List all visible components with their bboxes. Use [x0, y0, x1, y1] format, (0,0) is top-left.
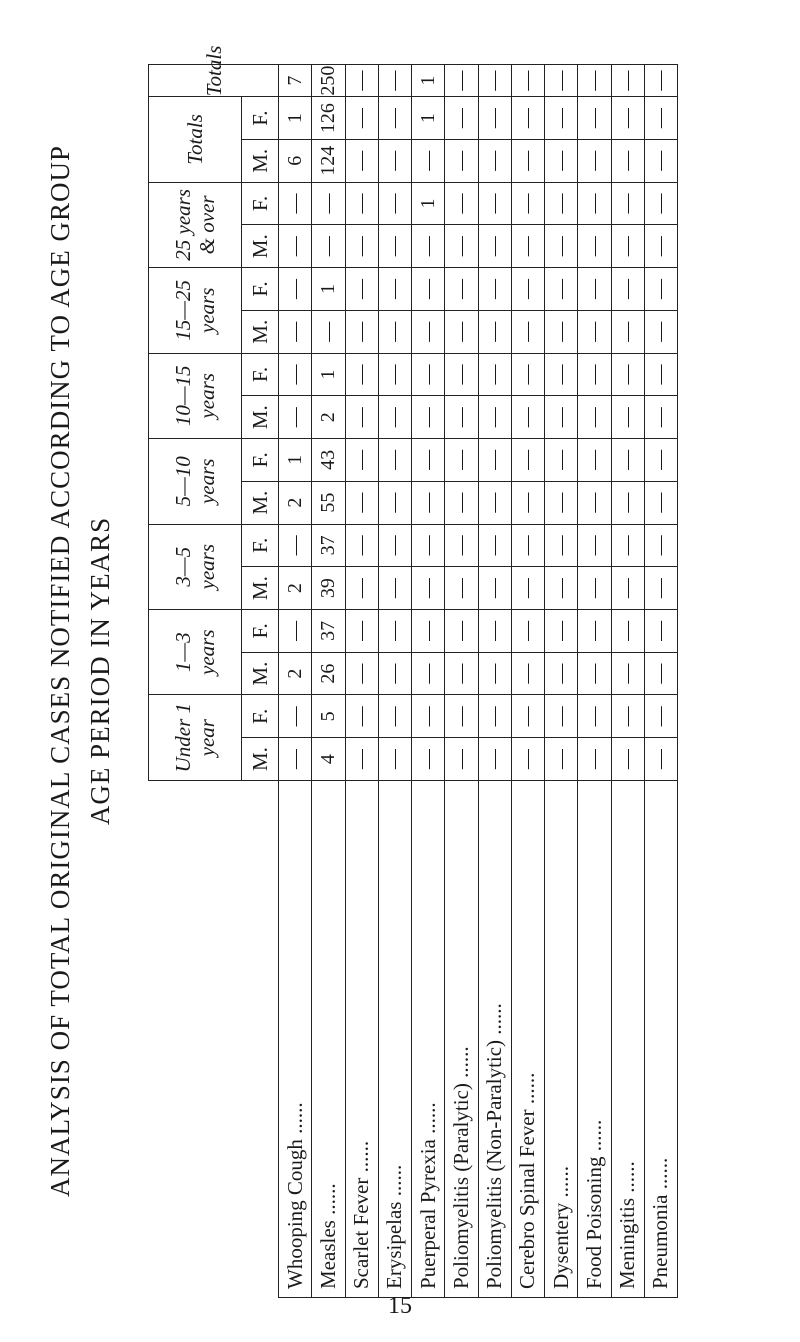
header-1-3-years: 1—3 years [149, 609, 242, 694]
count-cell: 2 [279, 652, 312, 695]
table-row [644, 65, 677, 1298]
count-cell: 1 [312, 353, 345, 396]
count-cell: — [279, 396, 312, 439]
disease-name: Pneumonia ...... [644, 780, 677, 1297]
disease-name: Measles ...... [312, 780, 345, 1297]
count-cell: — [511, 268, 544, 311]
count-cell: — [445, 225, 478, 268]
count-cell: 250 [312, 65, 345, 97]
count-cell: — [345, 268, 378, 311]
disease-name: Meningitis ...... [611, 780, 644, 1297]
count-cell: — [445, 353, 478, 396]
count-cell: — [578, 481, 611, 524]
count-cell: — [445, 609, 478, 652]
count-cell: — [511, 182, 544, 225]
count-cell: — [545, 268, 578, 311]
count-cell: — [578, 609, 611, 652]
count-cell: — [478, 524, 511, 567]
count-cell: — [378, 396, 411, 439]
count-cell: — [545, 524, 578, 567]
count-cell: — [611, 396, 644, 439]
count-cell: — [412, 139, 445, 182]
count-cell: — [644, 524, 677, 567]
count-cell: 2 [279, 567, 312, 610]
count-cell: 2 [279, 481, 312, 524]
count-cell: — [412, 225, 445, 268]
count-cell: — [378, 652, 411, 695]
count-cell: — [644, 139, 677, 182]
sub-f: F. [242, 524, 279, 567]
count-cell: — [611, 310, 644, 353]
count-cell: — [478, 396, 511, 439]
count-cell: — [644, 652, 677, 695]
count-cell: — [511, 567, 544, 610]
age-group-table [148, 45, 678, 1298]
count-cell: — [644, 738, 677, 781]
count-cell: — [644, 65, 677, 97]
count-cell: — [345, 97, 378, 140]
count-cell: — [445, 439, 478, 482]
count-cell: — [611, 609, 644, 652]
count-cell: — [644, 310, 677, 353]
disease-name: Food Poisoning ...... [578, 780, 611, 1297]
count-cell: — [545, 310, 578, 353]
count-cell: — [545, 481, 578, 524]
count-cell: 37 [312, 609, 345, 652]
count-cell: — [312, 310, 345, 353]
count-cell: 1 [312, 268, 345, 311]
disease-name: Scarlet Fever ...... [345, 780, 378, 1297]
header-row-groups [149, 65, 242, 1298]
count-cell: — [478, 182, 511, 225]
count-cell: — [545, 97, 578, 140]
table-row [378, 65, 411, 1298]
disease-name: Dysentery ...... [545, 780, 578, 1297]
count-cell: — [511, 65, 544, 97]
disease-name: Poliomyelitis (Non-Paralytic) ...... [478, 780, 511, 1297]
count-cell: — [644, 695, 677, 738]
disease-name: Poliomyelitis (Paralytic) ...... [445, 780, 478, 1297]
count-cell: — [378, 481, 411, 524]
count-cell: — [478, 310, 511, 353]
count-cell: 1 [279, 439, 312, 482]
count-cell: — [611, 97, 644, 140]
count-cell: — [578, 353, 611, 396]
header-5-10-years: 5—10 years [149, 439, 242, 524]
count-cell: — [511, 738, 544, 781]
count-cell: — [279, 353, 312, 396]
count-cell: — [478, 439, 511, 482]
count-cell: — [545, 396, 578, 439]
header-10-15-years: 10—15 years [149, 353, 242, 438]
count-cell: — [478, 609, 511, 652]
count-cell: — [279, 182, 312, 225]
count-cell: — [412, 310, 445, 353]
count-cell: — [378, 609, 411, 652]
table-row [412, 65, 445, 1298]
count-cell: — [511, 524, 544, 567]
count-cell: — [445, 652, 478, 695]
header-25-years-and-over: 25 years & over [149, 182, 242, 267]
count-cell: — [478, 481, 511, 524]
count-cell: — [644, 353, 677, 396]
count-cell: — [345, 396, 378, 439]
count-cell: — [378, 310, 411, 353]
count-cell: — [644, 268, 677, 311]
count-cell: 55 [312, 481, 345, 524]
count-cell: — [345, 652, 378, 695]
count-cell: — [511, 695, 544, 738]
sub-m: M. [242, 567, 279, 610]
count-cell: — [478, 695, 511, 738]
count-cell: — [511, 396, 544, 439]
count-cell: — [279, 225, 312, 268]
sub-m: M. [242, 225, 279, 268]
count-cell: — [412, 652, 445, 695]
count-cell: — [611, 567, 644, 610]
count-cell: — [545, 695, 578, 738]
count-cell: — [611, 225, 644, 268]
count-cell: 7 [279, 65, 312, 97]
count-cell: — [644, 439, 677, 482]
count-cell: — [611, 268, 644, 311]
count-cell: — [611, 65, 644, 97]
count-cell: — [478, 268, 511, 311]
count-cell: — [445, 738, 478, 781]
sub-f: F. [242, 695, 279, 738]
count-cell: — [445, 310, 478, 353]
count-cell: — [611, 695, 644, 738]
sub-m: M. [242, 481, 279, 524]
count-cell: — [611, 139, 644, 182]
count-cell: — [478, 567, 511, 610]
count-cell: — [345, 65, 378, 97]
count-cell: 2 [312, 396, 345, 439]
age-group-table-container [148, 45, 678, 1298]
count-cell: — [511, 310, 544, 353]
table-body [279, 65, 678, 1298]
count-cell: — [345, 225, 378, 268]
count-cell: — [445, 695, 478, 738]
count-cell: — [644, 567, 677, 610]
table-row [445, 65, 478, 1298]
count-cell: — [545, 652, 578, 695]
table-row [545, 65, 578, 1298]
count-cell: — [511, 97, 544, 140]
count-cell: 126 [312, 97, 345, 140]
count-cell: — [611, 652, 644, 695]
count-cell: — [511, 652, 544, 695]
count-cell: 1 [279, 97, 312, 140]
count-cell: — [545, 225, 578, 268]
table-row [578, 65, 611, 1298]
count-cell: — [345, 353, 378, 396]
sub-m: M. [242, 396, 279, 439]
count-cell: — [412, 481, 445, 524]
count-cell: — [611, 738, 644, 781]
count-cell: — [644, 182, 677, 225]
count-cell: — [511, 609, 544, 652]
count-cell: 37 [312, 524, 345, 567]
count-cell: — [644, 481, 677, 524]
sub-m: M. [242, 310, 279, 353]
count-cell: 43 [312, 439, 345, 482]
count-cell: — [545, 139, 578, 182]
count-cell: — [478, 738, 511, 781]
title-line-2: AGE PERIOD IN YEARS [85, 516, 115, 826]
sub-f: F. [242, 268, 279, 311]
count-cell: — [378, 567, 411, 610]
count-cell: — [345, 139, 378, 182]
count-cell: — [611, 524, 644, 567]
sub-f: F. [242, 439, 279, 482]
count-cell: — [412, 609, 445, 652]
count-cell: — [578, 396, 611, 439]
count-cell: — [644, 97, 677, 140]
count-cell: — [279, 695, 312, 738]
count-cell: — [511, 139, 544, 182]
count-cell: — [412, 396, 445, 439]
count-cell: — [312, 182, 345, 225]
sub-f: F. [242, 609, 279, 652]
count-cell: — [378, 524, 411, 567]
table-row [279, 65, 312, 1298]
table-row [478, 65, 511, 1298]
count-cell: — [378, 97, 411, 140]
count-cell: — [279, 738, 312, 781]
sub-m: M. [242, 139, 279, 182]
count-cell: — [578, 97, 611, 140]
table-row [611, 65, 644, 1298]
count-cell: — [378, 439, 411, 482]
header-corner [149, 780, 279, 1297]
header-totals-by-sex: Totals [149, 97, 242, 182]
count-cell: — [445, 567, 478, 610]
count-cell: — [578, 310, 611, 353]
count-cell: — [578, 439, 611, 482]
count-cell: — [511, 439, 544, 482]
count-cell: — [378, 139, 411, 182]
count-cell: — [578, 567, 611, 610]
count-cell: — [412, 524, 445, 567]
count-cell: — [412, 439, 445, 482]
count-cell: — [445, 396, 478, 439]
count-cell: — [644, 609, 677, 652]
count-cell: — [611, 481, 644, 524]
sub-f: F. [242, 97, 279, 140]
count-cell: — [279, 609, 312, 652]
count-cell: — [478, 139, 511, 182]
count-cell: — [578, 652, 611, 695]
count-cell: — [445, 65, 478, 97]
count-cell: 6 [279, 139, 312, 182]
count-cell: — [279, 524, 312, 567]
count-cell: — [345, 310, 378, 353]
count-cell: — [478, 353, 511, 396]
count-cell: — [378, 738, 411, 781]
count-cell: — [578, 524, 611, 567]
count-cell: 1 [412, 65, 445, 97]
count-cell: — [445, 268, 478, 311]
header-3-5-years: 3—5 years [149, 524, 242, 609]
count-cell: 5 [312, 695, 345, 738]
count-cell: 4 [312, 738, 345, 781]
count-cell: — [345, 439, 378, 482]
count-cell: — [345, 182, 378, 225]
disease-name: Cerebro Spinal Fever ...... [511, 780, 544, 1297]
count-cell: — [545, 609, 578, 652]
count-cell: — [378, 268, 411, 311]
page-number: 15 [388, 1293, 412, 1319]
count-cell: — [378, 353, 411, 396]
count-cell: — [345, 609, 378, 652]
header-15-25-years: 15—25 years [149, 268, 242, 353]
count-cell: — [345, 524, 378, 567]
count-cell: — [545, 439, 578, 482]
count-cell: 39 [312, 567, 345, 610]
count-cell: — [345, 695, 378, 738]
count-cell: — [478, 652, 511, 695]
count-cell: — [611, 353, 644, 396]
count-cell: — [545, 738, 578, 781]
table-row [345, 65, 378, 1298]
count-cell: 26 [312, 652, 345, 695]
count-cell: — [611, 182, 644, 225]
count-cell: — [578, 268, 611, 311]
count-cell: — [445, 481, 478, 524]
disease-name: Erysipelas ...... [378, 780, 411, 1297]
sub-f: F. [242, 353, 279, 396]
count-cell: — [611, 439, 644, 482]
count-cell: — [478, 97, 511, 140]
count-cell: — [412, 353, 445, 396]
count-cell: — [412, 567, 445, 610]
sub-m: M. [242, 652, 279, 695]
count-cell: — [511, 225, 544, 268]
count-cell: — [378, 182, 411, 225]
count-cell: — [644, 396, 677, 439]
count-cell: — [445, 524, 478, 567]
count-cell: — [644, 225, 677, 268]
count-cell: — [511, 481, 544, 524]
page-title [0, 0, 160, 1342]
count-cell: — [578, 225, 611, 268]
count-cell: — [279, 310, 312, 353]
count-cell: — [578, 139, 611, 182]
count-cell: — [312, 225, 345, 268]
count-cell: — [279, 268, 312, 311]
count-cell: — [545, 182, 578, 225]
count-cell: — [378, 65, 411, 97]
header-under-1-year: Under 1 year [149, 695, 242, 780]
count-cell: — [412, 268, 445, 311]
count-cell: — [511, 353, 544, 396]
count-cell: — [578, 695, 611, 738]
count-cell: — [445, 139, 478, 182]
count-cell: — [412, 695, 445, 738]
count-cell: — [345, 738, 378, 781]
count-cell: — [478, 65, 511, 97]
count-cell: — [345, 481, 378, 524]
header-grand-total: Totals [149, 65, 279, 97]
count-cell: — [478, 225, 511, 268]
sub-m: M. [242, 738, 279, 781]
count-cell: — [345, 567, 378, 610]
count-cell: — [578, 182, 611, 225]
disease-name: Whooping Cough ...... [279, 780, 312, 1297]
count-cell: — [545, 65, 578, 97]
table-row [312, 65, 345, 1298]
count-cell: 1 [412, 182, 445, 225]
table-row [511, 65, 544, 1298]
count-cell: — [412, 738, 445, 781]
disease-name: Puerperal Pyrexia ...... [412, 780, 445, 1297]
count-cell: — [545, 567, 578, 610]
count-cell: — [445, 182, 478, 225]
count-cell: — [445, 97, 478, 140]
count-cell: — [578, 738, 611, 781]
title-line-1: ANALYSIS OF TOTAL ORIGINAL CASES NOTIFIED ACCORDING TO AGE GROUP [45, 145, 75, 1197]
count-cell: — [578, 65, 611, 97]
count-cell: 124 [312, 139, 345, 182]
sub-f: F. [242, 182, 279, 225]
count-cell: — [378, 695, 411, 738]
count-cell: — [545, 353, 578, 396]
count-cell: — [378, 225, 411, 268]
count-cell: 1 [412, 97, 445, 140]
